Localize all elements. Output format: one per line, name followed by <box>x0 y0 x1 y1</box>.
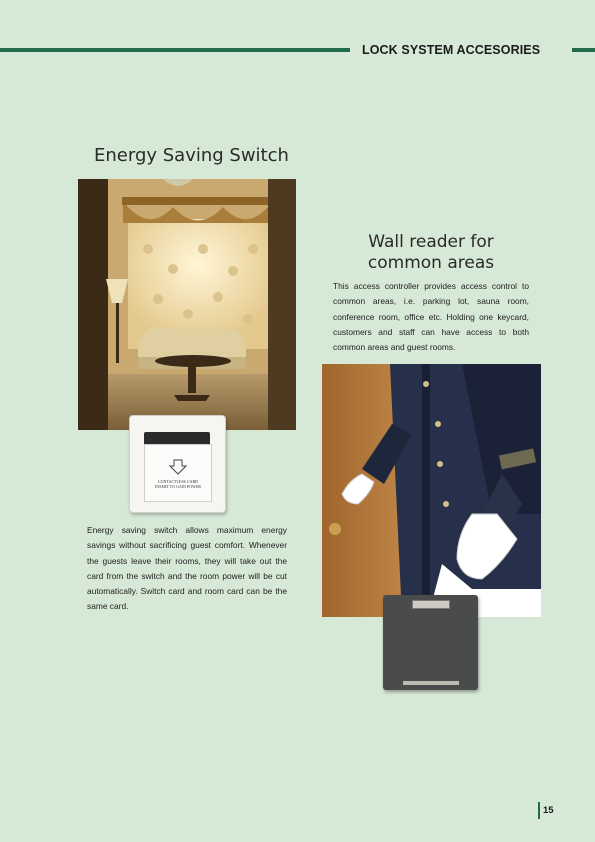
wall-reader-description: This access controller provides access control to common areas, i.e. parking lot, sauna room, conference room, office etc. Holding one keycard, customers and staff can have access to both common areas and guest rooms. <box>333 281 529 353</box>
hotel-room-photo <box>78 179 296 430</box>
header-rule-left <box>0 48 350 52</box>
wall-reader-title: Wall reader for common areas <box>367 232 495 273</box>
reader-base <box>403 681 459 685</box>
arrow-down-icon <box>169 459 187 475</box>
reader-indicator <box>412 600 450 609</box>
header-rule-right <box>572 48 595 52</box>
doorman-photo <box>322 364 541 617</box>
energy-saving-switch-image <box>129 415 226 513</box>
key-card <box>144 444 212 502</box>
card-label: CONTACTLESS CARD INSERT TO GAIN POWER <box>155 479 201 489</box>
section-title: LOCK SYSTEM ACCESORIES <box>362 43 541 57</box>
page-number: 15 <box>543 805 554 816</box>
page-number-bar <box>538 802 540 819</box>
wall-reader-image <box>383 595 478 690</box>
energy-saving-description: Energy saving switch allows maximum energy savings without sacrificing guest comfort. Whenever the guests leave their rooms, they will take out the card from the switch and the room power will be cut automatically. Switch card and room card can be the same card. <box>87 525 287 612</box>
energy-saving-title: Energy Saving Switch <box>94 145 289 166</box>
